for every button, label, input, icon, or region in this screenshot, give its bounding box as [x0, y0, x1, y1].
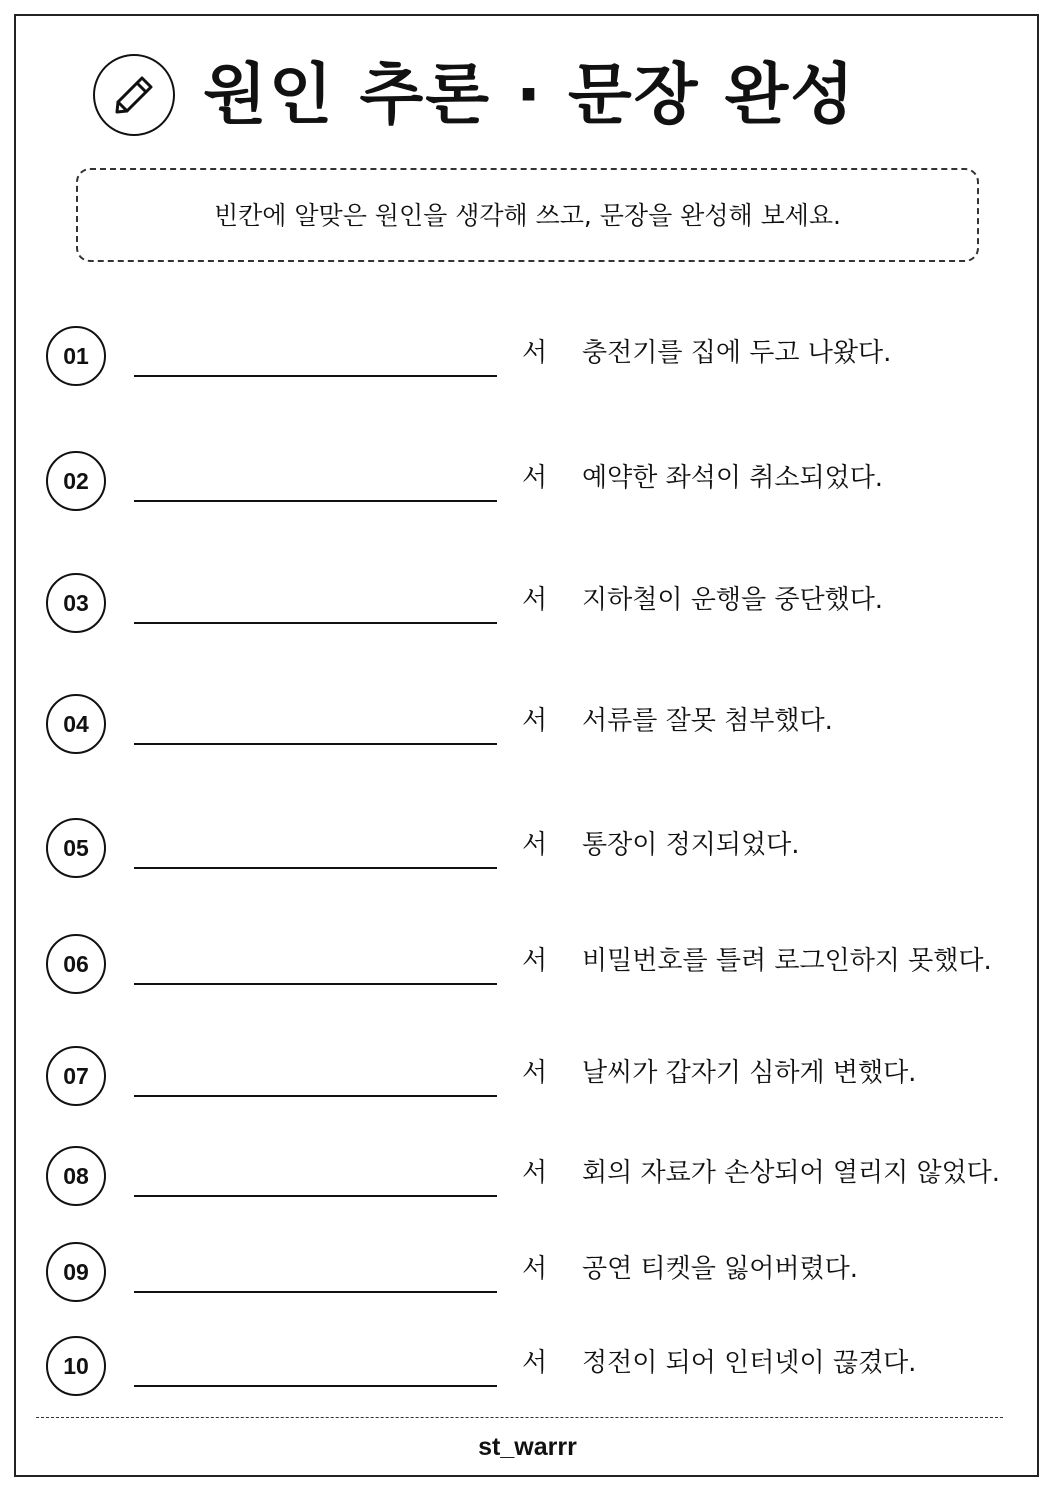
- question-row: [0, 1046, 1055, 1116]
- question-row: [0, 934, 1055, 1004]
- question-row: [0, 1146, 1055, 1216]
- question-number: 08: [46, 1146, 106, 1206]
- question-row: [0, 1242, 1055, 1312]
- question-number: 05: [46, 818, 106, 878]
- question-number: 03: [46, 573, 106, 633]
- question-row: [0, 451, 1055, 521]
- pencil-icon: [93, 54, 175, 136]
- answer-blank[interactable]: [134, 1385, 497, 1387]
- answer-blank[interactable]: [134, 743, 497, 745]
- answer-blank[interactable]: [134, 375, 497, 377]
- question-number: 07: [46, 1046, 106, 1106]
- answer-blank[interactable]: [134, 1195, 497, 1197]
- instruction-text: 빈칸에 알맞은 원인을 생각해 쓰고, 문장을 완성해 보세요.: [214, 200, 841, 230]
- question-row: [0, 694, 1055, 764]
- sentence-text: 공연 티켓을 잃어버렸다.: [582, 1254, 858, 1284]
- title-area: [93, 50, 856, 140]
- sentence-text: 지하철이 운행을 중단했다.: [582, 585, 884, 615]
- sentence-text: 예약한 좌석이 취소되었다.: [582, 463, 884, 493]
- connector-text: 서: [522, 463, 548, 493]
- connector-text: 서: [522, 585, 548, 615]
- sentence-text: 날씨가 갑자기 심하게 변했다.: [582, 1058, 917, 1088]
- connector-text: 서: [522, 338, 548, 368]
- answer-blank[interactable]: [134, 500, 497, 502]
- question-number: 04: [46, 694, 106, 754]
- question-row: [0, 818, 1055, 888]
- question-number: 06: [46, 934, 106, 994]
- question-number: 10: [46, 1336, 106, 1396]
- sentence-text: 서류를 잘못 첨부했다.: [582, 706, 833, 736]
- connector-text: 서: [522, 1158, 548, 1188]
- sentence-text: 회의 자료가 손상되어 열리지 않었다.: [582, 1158, 1001, 1188]
- connector-text: 서: [522, 1058, 548, 1088]
- sentence-text: 비밀번호를 틀려 로그인하지 못했다.: [582, 946, 992, 976]
- connector-text: 서: [522, 706, 548, 736]
- sentence-text: 충전기를 집에 두고 나왔다.: [582, 338, 892, 368]
- question-number: 02: [46, 451, 106, 511]
- answer-blank[interactable]: [134, 1291, 497, 1293]
- answer-blank[interactable]: [134, 983, 497, 985]
- instruction-box: [76, 168, 979, 262]
- connector-text: 서: [522, 1348, 548, 1378]
- answer-blank[interactable]: [134, 867, 497, 869]
- question-row: [0, 326, 1055, 396]
- connector-text: 서: [522, 830, 548, 860]
- answer-blank[interactable]: [134, 622, 497, 624]
- footer-author: st_warrr: [478, 1433, 577, 1461]
- footer-divider: [36, 1417, 1003, 1418]
- sentence-text: 통장이 정지되었다.: [582, 830, 800, 860]
- question-row: [0, 573, 1055, 643]
- question-row: [0, 1336, 1055, 1406]
- question-number: 09: [46, 1242, 106, 1302]
- connector-text: 서: [522, 1254, 548, 1284]
- question-number: 01: [46, 326, 106, 386]
- connector-text: 서: [522, 946, 548, 976]
- page-title: 원인 추론 · 문장 완성: [203, 56, 857, 133]
- answer-blank[interactable]: [134, 1095, 497, 1097]
- sentence-text: 정전이 되어 인터넷이 끊겼다.: [582, 1348, 917, 1378]
